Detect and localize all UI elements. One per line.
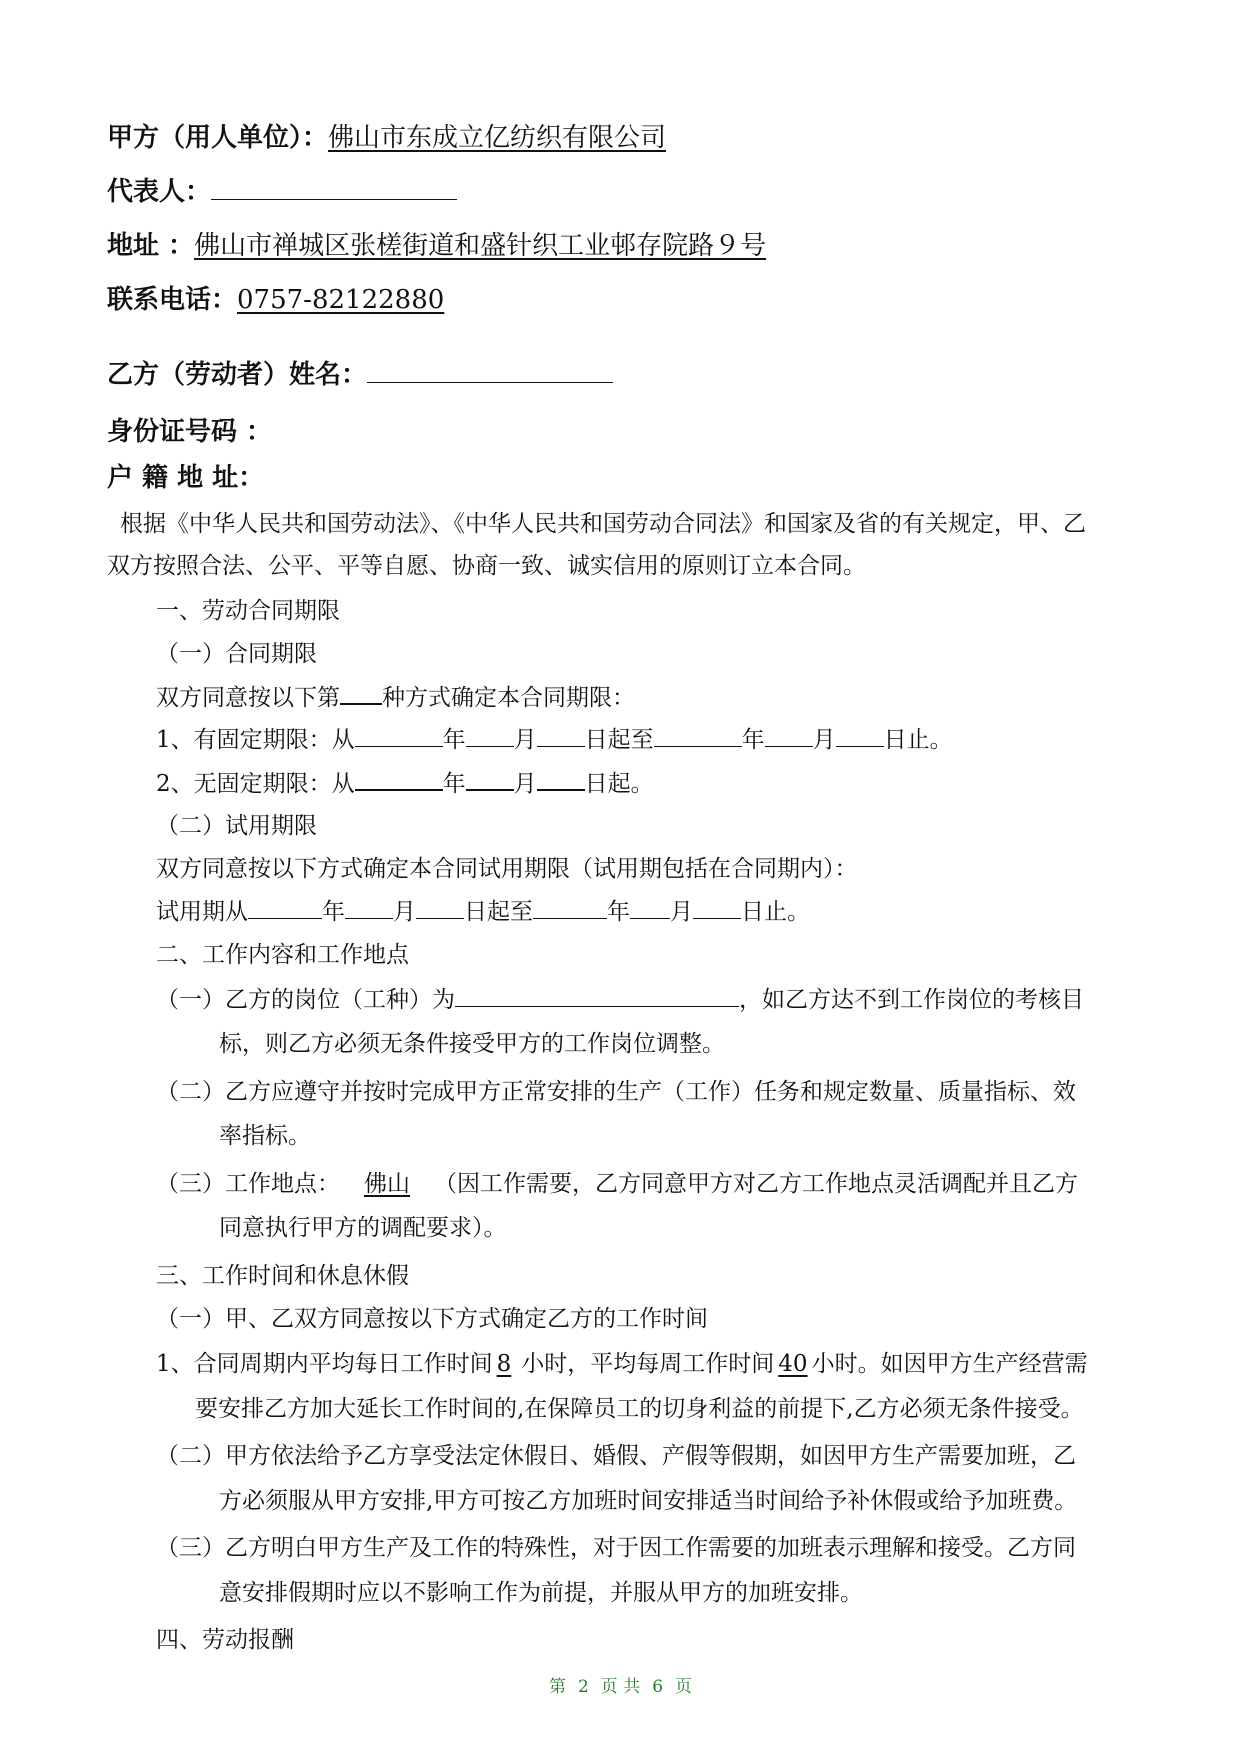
fixed-end-day-blank bbox=[836, 724, 884, 747]
probation-start-month-blank bbox=[345, 896, 393, 919]
sec3-sub-3-line-2: 意安排假期时应以不影响工作为前提，并服从甲方的加班安排。 bbox=[219, 1580, 863, 1606]
workplace-label: （三）工作地点： bbox=[156, 1171, 340, 1197]
year-text: 年 bbox=[607, 899, 630, 925]
day-end-text: 日止。 bbox=[883, 727, 953, 753]
representative-blank bbox=[211, 177, 457, 200]
section-1-sub-2: （二）试用期限 bbox=[156, 813, 317, 839]
address-label: 地址 ： bbox=[107, 231, 195, 261]
month-text: 月 bbox=[393, 899, 416, 925]
id-number-label: 身份证号码 ： bbox=[107, 417, 273, 447]
year-text: 年 bbox=[322, 899, 345, 925]
sec2-item-1-line-2: 标，则乙方必须无条件接受甲方的工作岗位调整。 bbox=[219, 1031, 725, 1057]
fixed-term-line bbox=[156, 724, 953, 756]
position-text-b: ，如乙方达不到工作岗位的考核目 bbox=[739, 987, 1084, 1013]
section-1-sub-1: （一）合同期限 bbox=[156, 641, 317, 667]
term-choice-line bbox=[156, 681, 635, 714]
footer-total-pages: 6 bbox=[652, 1677, 664, 1697]
footer-post: 页 bbox=[675, 1677, 693, 1697]
daily-hours-value: 8 bbox=[496, 1351, 512, 1377]
party-a-label: 甲方（用人单位）： bbox=[107, 123, 329, 153]
sec2-item-1-line-1 bbox=[156, 984, 1084, 1016]
term-choice-blank bbox=[340, 681, 382, 705]
phone-line bbox=[107, 282, 444, 318]
footer-mid: 页 共 bbox=[600, 1677, 641, 1697]
section-1-title: 一、劳动合同期限 bbox=[156, 598, 340, 624]
probation-end-day-blank bbox=[693, 896, 741, 919]
probation-description: 双方同意按以下方式确定本合同试用期限（试用期包括在合同期内）： bbox=[156, 856, 858, 882]
fixed-end-month-blank bbox=[765, 724, 813, 747]
fixed-end-year-blank bbox=[654, 724, 742, 747]
month-text: 月 bbox=[513, 727, 537, 753]
party-b-name-line bbox=[107, 357, 613, 393]
position-blank bbox=[455, 984, 739, 1007]
year-text: 年 bbox=[442, 771, 466, 797]
fixed-start-day-blank bbox=[537, 724, 585, 747]
day-end-text: 日止。 bbox=[741, 899, 810, 925]
address-value: 佛山市禅城区张槎街道和盛针织工业邨存院路９号 bbox=[194, 231, 767, 261]
sec2-item-2-line-2: 率指标。 bbox=[219, 1123, 311, 1149]
sec3-sub-2-line-2: 方必须服从甲方安排,甲方可按乙方加班时间安排适当时间给予补休假或给予加班费。 bbox=[219, 1488, 1078, 1514]
probation-end-month-blank bbox=[630, 896, 670, 919]
month-text: 月 bbox=[812, 727, 836, 753]
non-fixed-day-blank bbox=[537, 767, 585, 791]
day-from-text: 日起至 bbox=[584, 727, 654, 753]
day-start-text: 日起。 bbox=[584, 771, 654, 797]
sec2-item-3-line-1 bbox=[156, 1168, 1078, 1200]
sec3-p1-line-1 bbox=[156, 1348, 1088, 1380]
party-a-line bbox=[107, 120, 666, 156]
sec3-sub-3-line-1: （三）乙方明白甲方生产及工作的特殊性，对于因工作需要的加班表示理解和接受。乙方同 bbox=[156, 1535, 1076, 1561]
sec2-item-2-line-1: （二）乙方应遵守并按时完成甲方正常安排的生产（工作）任务和规定数量、质量指标、效 bbox=[156, 1079, 1076, 1105]
non-fixed-term-prefix: 2、无固定期限：从 bbox=[156, 771, 355, 797]
year-text: 年 bbox=[741, 727, 765, 753]
footer-pre: 第 bbox=[548, 1677, 566, 1697]
position-label: （一）乙方的岗位（工种）为 bbox=[156, 987, 455, 1013]
representative-line bbox=[107, 174, 457, 210]
workplace-text-b: （因工作需要，乙方同意甲方对乙方工作地点灵活调配并且乙方 bbox=[434, 1171, 1078, 1197]
non-fixed-term-line bbox=[156, 767, 654, 800]
intro-line-1: 根据《中华人民共和国劳动法》、《中华人民共和国劳动合同法》和国家及省的有关规定，甲、乙 bbox=[120, 511, 1086, 537]
month-text: 月 bbox=[513, 771, 537, 797]
probation-prefix: 试用期从 bbox=[156, 899, 248, 925]
non-fixed-month-blank bbox=[466, 767, 514, 791]
year-text: 年 bbox=[442, 727, 466, 753]
probation-line bbox=[156, 896, 810, 928]
sec2-item-3-line-2: 同意执行甲方的调配要求）。 bbox=[219, 1215, 507, 1241]
weekly-hours-label: 小时，平均每周工作时间 bbox=[521, 1351, 775, 1377]
intro-line-2: 双方按照合法、公平、平等自愿、协商一致、诚实信用的原则订立本合同。 bbox=[107, 553, 866, 579]
section-2-title: 二、工作内容和工作地点 bbox=[156, 942, 409, 968]
fixed-start-year-blank bbox=[355, 724, 443, 747]
domicile-line bbox=[107, 460, 264, 496]
party-b-name-blank bbox=[367, 360, 613, 383]
probation-start-year-blank bbox=[248, 896, 322, 919]
representative-label: 代表人： bbox=[107, 177, 212, 207]
sec3-p1-line-2: 要安排乙方加大延长工作时间的,在保障员工的切身利益的前提下,乙方必须无条件接受。 bbox=[195, 1396, 1084, 1422]
party-b-name-label: 乙方（劳动者）姓名： bbox=[107, 360, 368, 390]
fixed-start-month-blank bbox=[466, 724, 514, 747]
sec3-sub-1: （一）甲、乙双方同意按以下方式确定乙方的工作时间 bbox=[156, 1306, 708, 1332]
weekly-hours-value: 40 bbox=[778, 1351, 808, 1377]
phone-value: 0757-82122880 bbox=[237, 285, 445, 315]
phone-label: 联系电话： bbox=[107, 285, 238, 315]
sec3-sub-2-line-1: （二）甲方依法给予乙方享受法定休假日、婚假、产假等假期，如因甲方生产需要加班，乙 bbox=[156, 1443, 1076, 1469]
domicile-label: 户 籍 地 址： bbox=[107, 463, 265, 493]
id-number-line bbox=[107, 414, 272, 450]
party-a-company: 佛山市东成立亿纺织有限公司 bbox=[328, 123, 667, 153]
term-choice-text-b: 种方式确定本合同期限： bbox=[382, 685, 635, 711]
page-footer bbox=[0, 1672, 1241, 1697]
section-3-title: 三、工作时间和休息休假 bbox=[156, 1263, 409, 1289]
probation-end-year-blank bbox=[533, 896, 607, 919]
daily-hours-label: 1、合同周期内平均每日工作时间 bbox=[156, 1351, 493, 1377]
term-choice-text-a: 双方同意按以下第 bbox=[156, 685, 340, 711]
day-from-text: 日起至 bbox=[464, 899, 533, 925]
footer-page-number: 2 bbox=[577, 1677, 589, 1697]
month-text: 月 bbox=[670, 899, 693, 925]
non-fixed-year-blank bbox=[355, 767, 443, 791]
section-4-title: 四、劳动报酬 bbox=[156, 1627, 294, 1653]
address-line bbox=[107, 228, 766, 264]
workplace-value: 佛山 bbox=[364, 1171, 410, 1197]
fixed-term-prefix: 1、有固定期限：从 bbox=[156, 727, 355, 753]
hours-text-c: 小时。如因甲方生产经营需 bbox=[811, 1351, 1088, 1377]
probation-start-day-blank bbox=[416, 896, 464, 919]
